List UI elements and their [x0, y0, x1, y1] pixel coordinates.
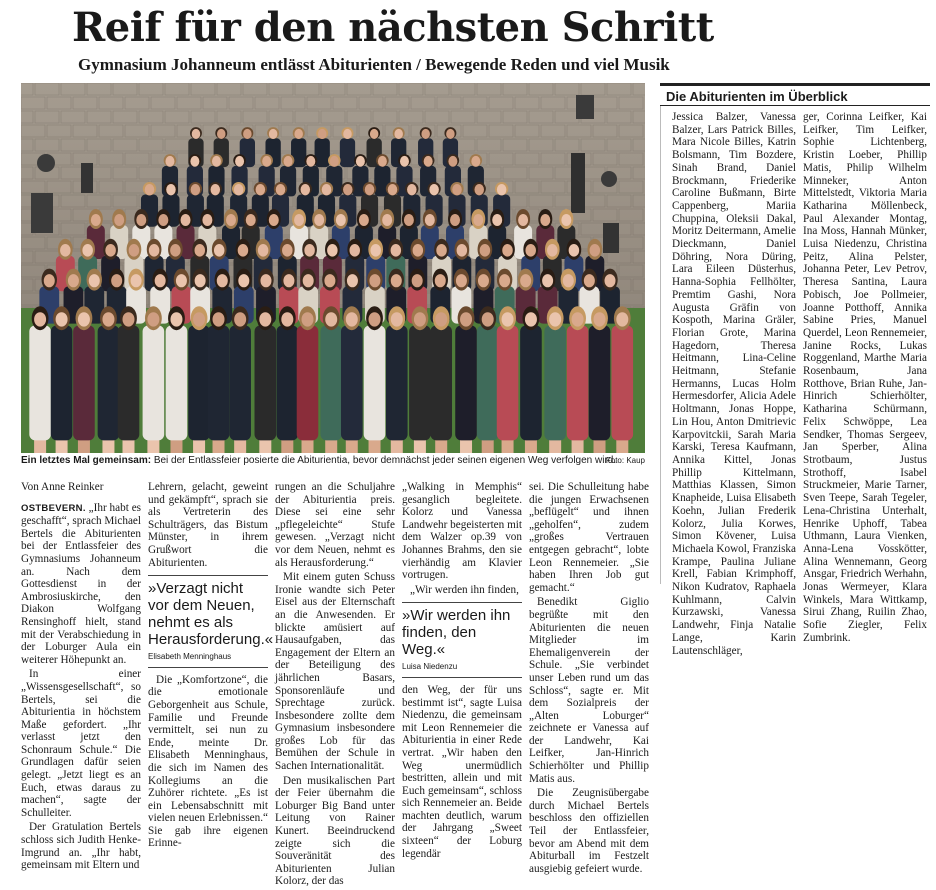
article-paragraph: Den musikalischen Part der Feier übernahm die Loburger Big Band unter Leitung von Rainer Kunert. Beeindruckend zeigte sich die Souveränität des Abiturienten Julian Kolorz, der das	[275, 774, 395, 888]
pull-quote-source: Elisabeth Menninghaus	[148, 652, 232, 662]
article-paragraph: Die Zeugnisübergabe durch Michael Bertels beschloss den offiziellen Teil der Entlassfeier, bevor am Abend mit dem Abiturball im Festzelt ausgiebig gefeiert wurde.	[529, 787, 649, 875]
article-paragraph: rungen an die Schuljahre der Abiturientia preis. Diese sei eine sehr „pflegeleichte“ Stufe gewesen. „Verzagt nicht vor dem Neuen, nehmt es als Herausforderung.“	[275, 481, 395, 569]
article-column-2	[148, 481, 274, 852]
article-paragraph: Die „Komfortzone“, die die emotionale Geborgenheit aus Schule, Familie und Freunde vermittelt, sei nun zu Ende, meinte Dr. Elisabeth Menninghaus, die sich im Namen des Kollegiums an die Zuhörer richtete. „Es ist ein Lebensabschnitt mit vielen neuen Erlebnissen.“ Sie gab ihre eigenen Erinne-	[148, 673, 268, 850]
person-figure	[455, 306, 477, 453]
person-figure	[297, 306, 319, 453]
article-paragraph: In einer „Wissensgesellschaft“, so Bertels, sei die Abiturientia in höchstem Maße gefordert. „Ihr verlasst jetzt den Schonraum Schule.“ Die Grundlagen dafür seien gelegt. „Jetzt liegt es an Euch, etwas daraus zu machen“, sagte der Schulleiter.	[21, 668, 141, 819]
photo-caption	[21, 455, 645, 467]
person-figure	[29, 306, 51, 453]
person-figure	[520, 306, 542, 453]
person-figure	[430, 306, 452, 453]
person-figure	[277, 306, 299, 453]
person-figure	[143, 306, 165, 453]
article-paragraph: „Walking in Memphis“ gesanglich begleitete. Kolorz und Vanessa Landwehr begeisterten mit dem Walzer op.39 von Johannes Brahms, den sie vierhändig am Klavier vortrugen.	[402, 481, 522, 582]
pull-quote-source: Luisa Niedenzu	[402, 662, 458, 672]
person-figure	[320, 306, 342, 453]
person-figure	[341, 306, 363, 453]
person-figure	[567, 306, 589, 453]
headline: Reif für den nächsten Schritt	[72, 4, 714, 51]
pull-quote	[402, 602, 522, 678]
person-figure	[98, 306, 120, 453]
person-figure	[188, 306, 210, 453]
person-figure	[364, 306, 386, 453]
graduates-list-column-2: ger, Corinna Leifker, Kai Leifker, Tim Leifker, Sophie Lichtenberg, Kristin Loeber, Phillip Matis, Philip Wilhelm Minneker, Anton Mittelstedt, Viktoria Maria Katharina Möllenbeck, Paul Alexander Montag, Ina Moss, Hannah Münker, Luisa Niedenzu, Christina Peitz, Alina Pelster, Johanna Peter, Lev Petrov, Theresa Santina, Laura Pobisch, Joe Pollmeier, Joanne Potthoff, Annika Sabine Pries, Manuel Querdel, Leon Rennemeier, Janine Rocks, Lukas Roggenland, Marthe Maria Rosenbaum, Jana Rotthove, Brian Ruhe, Jan-Hinrich Schierhölter, Katharina Schürmann, Felix Schwöppe, Lea Sendker, Thomas Sergeev, Jan Sperber, Alina Strotbaum, Justus Strothoff, Isabel Struckmeier, Marie Tarner, Sven Teepe, Sarah Tegeler, Lena-Christina Unterhalt, Henrike Uphoff, Tabea Uthmann, Laura Vienken, Anna-Lena Vosskötter, Alina Wennemann, Georg Ansgar, Friedrich Werhahn, Jonas Wermeyer, Klara Winkels, Mara Wittkamp, Sirui Zhang, Ruilin Zhao, Sofie Ziegler, Felix Zumbrink.	[803, 111, 927, 644]
article-column-1	[21, 481, 141, 874]
person-figure	[118, 306, 140, 453]
person-figure	[51, 306, 73, 453]
article-paragraph: sei. Die Schulleitung habe die jungen Erwachsenen „beflügelt“ und ihnen „geholfen“, zudem „großes Vertrauen entgegen gebracht“, lobte Leon Rennemeier. „Sie haben Ihren Job gut gemacht.“	[529, 481, 649, 594]
person-figure	[544, 306, 566, 453]
person-figure	[477, 306, 499, 453]
dateline: OSTBEVERN.	[21, 502, 86, 514]
person-figure	[229, 306, 251, 453]
pull-quote-text: »Verzagt nicht vor dem Neuen, nehmt es als Herausforderung.«	[148, 580, 274, 649]
article-paragraph: OSTBEVERN. „Ihr habt es geschafft“, sprach Michael Bertels die Abiturienten bei der Entlassfeier des Gymnasiums Johanneum an. Nach dem Gottesdienst in der Ambrosiuskirche, den Diakon Wolfgang Rensinghoff hielt, stand mit der Verabschiedung in der Loburger Aula ein weiterer Höhepunkt an.	[21, 501, 142, 666]
subheadline: Gymnasium Johanneum entlässt Abiturienten / Bewegende Reden und viel Musik	[78, 55, 670, 74]
article-paragraph: Lehrern, gelacht, geweint und gekämpft“, sprach sie als Vertreterin des Schulträgers, das Bistum Münster, in ihrem Grußwort die Abiturienten.	[148, 481, 268, 569]
caption-lead: Ein letztes Mal gemeinsam:	[21, 455, 152, 466]
byline: Von Anne Reinker	[21, 481, 104, 493]
photo-credit: Foto: Kaup	[605, 456, 645, 465]
group-photo-image	[21, 83, 645, 453]
person-figure	[497, 306, 519, 453]
article-column-4	[402, 481, 522, 862]
article-paragraph: Benedikt Giglio begrüßte mit den Abiturienten die neuen Mitglieder im Ehemaligenverein der Schule. „Sie verbindet unser Leben rund um das Schloss“, sagte er. Mit dem Sozialpreis der „Alten Loburger“ zeichnete er Vanessa auf der Landwehr, Kai Leifker, Jan-Hinrich Schierhölter und Phillip Matis aus.	[529, 596, 649, 785]
article-paragraph: den Weg, der für uns bestimmt ist“, sagte Luisa Niedenzu, die gemeinsam mit Leon Rennemeier die Abiturientia in einer Rede vertrat. „Wir haben den Weg unermüdlich bestritten, allein und mit Euch gemeinsam“, schloss sich Rennemeier an. Beide machten deutlich, warum der Jahrgang „Sweet sixteen“ der Loburg legendär	[402, 683, 522, 860]
pull-quote-text: »Wir werden ihn finden, den Weg.«	[402, 607, 511, 659]
caption-text: Bei der Entlassfeier posierte die Abiturientia, bevor demnächst jeder seinen eigenen Weg verfolgen wird.	[153, 455, 617, 466]
person-figure	[589, 306, 611, 453]
person-figure	[255, 306, 277, 453]
pull-quote	[148, 575, 274, 668]
person-figure	[386, 306, 408, 453]
person-figure	[340, 127, 355, 167]
person-figure	[73, 306, 95, 453]
person-figure	[208, 306, 230, 453]
graduates-list-column-1: Jessica Balzer, Vanessa Balzer, Lars Patrick Billes, Mara Nicole Billes, Katrin Bolsmann, Tim Bozdere, Sinah Brand, Daniel Brockmann, Friederike Caroline Bußmann, Birte Cappenberg, Mariia Chupрina, Oleksii Dakal, Moritz Deitermann, Amelie Dieckmann, Daniel Döhring, Nora Düring, Lara Eileen Düsterhus, Hanna-Sophia Fellhölter, Premtim Gashi, Nora Augusta Gräfin von Kospoth, Marina Gräler, Florian Grote, Marina Hagedorn, Theresa Heitmann, Lina-Celine Heitmann, Stefanie Hermanns, Lucas Holm Hermesdorfer, Alicia Adele Holtmann, Jonas Hoppe, Lin Hou, Anton Dmitrievic Karpovitckii, Sarah Maria Karski, Teresa Kaufmann, Annika Kittel, Jonas Phillip Kittelmann, Matthias Klassen, Simon Knapheide, Luisa Elisabeth Koehn, Julian Frederik Kolorz, Julia Korwes, Simon Kövener, Luisa Michaela Kowol, Franziska Krampe, Paulina Juliane Krell, Fabian Krimphoff, Nikon Kudratov, Raphaela Kuhlmann, Calvin Kurzawski, Vanessa Landwehr, Finja Natalie Lange, Karin Lautenschläger,	[672, 111, 796, 657]
person-figure	[409, 306, 431, 453]
article-column-3	[275, 481, 395, 890]
article-paragraph: Der Gratulation Bertels schloss sich Judith Henke-Imgrund an. „Ihr habt, gemeinsam mit Eltern und	[21, 821, 141, 872]
article-paragraph: „Wir werden ihn finden,	[410, 583, 519, 596]
article-column-5	[529, 481, 649, 877]
graduates-box-title: Die Abiturienten im Überblick	[660, 83, 930, 106]
group-photo	[21, 83, 645, 453]
person-figure	[611, 306, 633, 453]
article-paragraph: Mit einem guten Schuss Ironie wandte sich Peter Eisel aus der Elternschaft an die Anwesenden. Er blickte amüsiert auf Hausaufgaben, das Engagement der Eltern an der Beteiligung des jährlichen Basars, Sponsorenläufe und Sprechtage zurück. Insbesondere zollte dem Gymnasium insbesondere großes Lob für das Bemühen der Schule in Sachen Internationalität.	[275, 571, 395, 773]
person-figure	[166, 306, 188, 453]
